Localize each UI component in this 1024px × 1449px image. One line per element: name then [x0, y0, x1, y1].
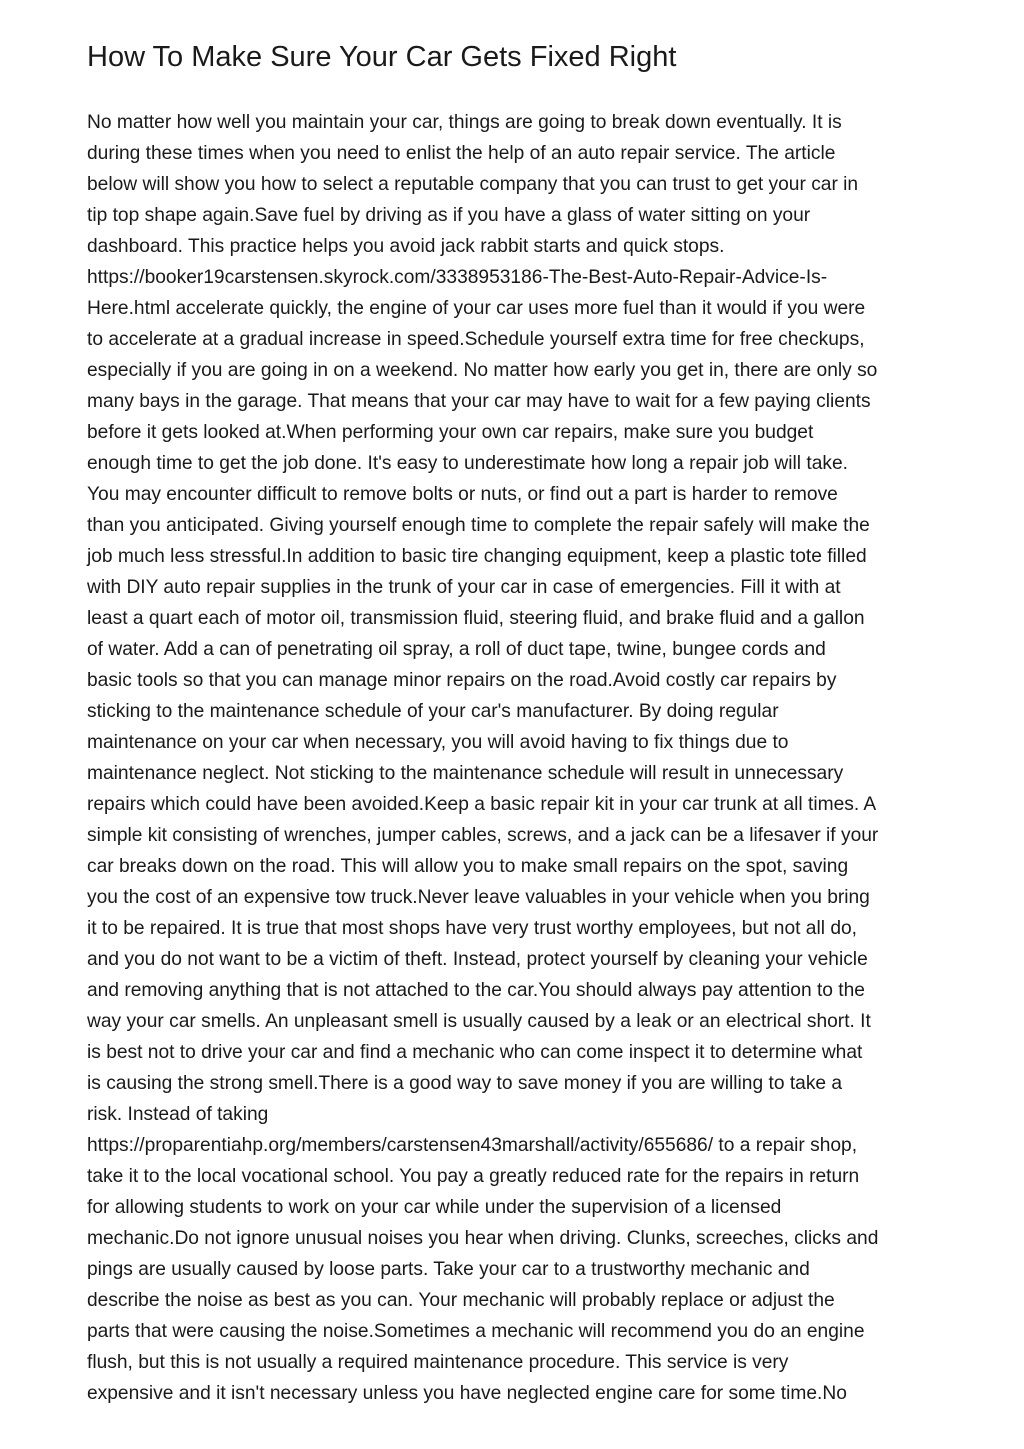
body-line: risk. Instead of taking — [87, 1103, 269, 1125]
body-line: You may encounter difficult to remove bolts or nuts, or find out a part is harder to remove — [87, 483, 838, 505]
body-line: you the cost of an expensive tow truck.Never leave valuables in your vehicle when you bring — [87, 886, 870, 908]
body-line: parts that were causing the noise.Sometimes a mechanic will recommend you do an engine — [87, 1320, 865, 1342]
body-line: https://proparentiahp.org/members/carstensen43marshall/activity/655686/ to a repair shop, — [87, 1134, 858, 1156]
body-line: during these times when you need to enlist the help of an auto repair service. The article — [87, 142, 836, 164]
body-line: repairs which could have been avoided.Keep a basic repair kit in your car trunk at all times. A — [87, 793, 877, 815]
body-line: basic tools so that you can manage minor repairs on the road.Avoid costly car repairs by — [87, 669, 837, 691]
body-line: many bays in the garage. That means that your car may have to wait for a few paying clients — [87, 390, 871, 412]
body-line: enough time to get the job done. It's easy to underestimate how long a repair job will take. — [87, 452, 848, 474]
body-line: https://booker19carstensen.skyrock.com/3338953186-The-Best-Auto-Repair-Advice-Is- — [87, 266, 828, 288]
body-line: describe the noise as best as you can. Your mechanic will probably replace or adjust the — [87, 1289, 835, 1311]
body-line: Here.html accelerate quickly, the engine of your car uses more fuel than it would if you were — [87, 297, 866, 319]
document-page — [87, 40, 947, 1409]
body-line: than you anticipated. Giving yourself enough time to complete the repair safely will make the — [87, 514, 870, 536]
body-line: maintenance on your car when necessary, you will avoid having to fix things due to — [87, 731, 789, 753]
body-line: and removing anything that is not attached to the car.You should always pay attention to the — [87, 979, 865, 1001]
body-line: with DIY auto repair supplies in the trunk of your car in case of emergencies. Fill it with at — [87, 576, 841, 598]
document-title: How To Make Sure Your Car Gets Fixed Right — [87, 41, 677, 73]
body-line: job much less stressful.In addition to basic tire changing equipment, keep a plastic tote filled — [87, 545, 867, 567]
body-line: of water. Add a can of penetrating oil spray, a roll of duct tape, twine, bungee cords and — [87, 638, 826, 660]
body-line: way your car smells. An unpleasant smell is usually caused by a leak or an electrical short. It — [87, 1010, 871, 1032]
body-line: maintenance neglect. Not sticking to the maintenance schedule will result in unnecessary — [87, 762, 844, 784]
body-line: and you do not want to be a victim of theft. Instead, protect yourself by cleaning your vehicle — [87, 948, 868, 970]
body-line: below will show you how to select a reputable company that you can trust to get your car in — [87, 173, 859, 195]
body-line: pings are usually caused by loose parts. Take your car to a trustworthy mechanic and — [87, 1258, 810, 1280]
body-line: take it to the local vocational school. You pay a greatly reduced rate for the repairs in return — [87, 1165, 860, 1187]
body-line: No matter how well you maintain your car, things are going to break down eventually. It is — [87, 111, 842, 133]
body-line: mechanic.Do not ignore unusual noises you hear when driving. Clunks, screeches, clicks and — [87, 1227, 879, 1249]
body-line: dashboard. This practice helps you avoid jack rabbit starts and quick stops. — [87, 235, 725, 257]
body-line: is best not to drive your car and find a mechanic who can come inspect it to determine what — [87, 1041, 863, 1063]
body-line: is causing the strong smell.There is a good way to save money if you are willing to take a — [87, 1072, 843, 1094]
document-body — [87, 107, 947, 1409]
body-line: sticking to the maintenance schedule of your car's manufacturer. By doing regular — [87, 700, 779, 722]
body-line: tip top shape again.Save fuel by driving as if you have a glass of water sitting on your — [87, 204, 811, 226]
body-line: for allowing students to work on your car while under the supervision of a licensed — [87, 1196, 782, 1218]
body-line: especially if you are going in on a weekend. No matter how early you get in, there are only so — [87, 359, 878, 381]
body-line: least a quart each of motor oil, transmission fluid, steering fluid, and brake fluid and a gallon — [87, 607, 865, 629]
body-line: before it gets looked at.When performing your own car repairs, make sure you budget — [87, 421, 814, 443]
body-line: expensive and it isn't necessary unless you have neglected engine care for some time.No — [87, 1382, 847, 1404]
body-line: it to be repaired. It is true that most shops have very trust worthy employees, but not all do, — [87, 917, 858, 939]
body-line: to accelerate at a gradual increase in speed.Schedule yourself extra time for free checkups, — [87, 328, 865, 350]
body-line: car breaks down on the road. This will allow you to make small repairs on the spot, saving — [87, 855, 849, 877]
body-line: flush, but this is not usually a required maintenance procedure. This service is very — [87, 1351, 789, 1373]
body-line: simple kit consisting of wrenches, jumper cables, screws, and a jack can be a lifesaver if your — [87, 824, 879, 846]
